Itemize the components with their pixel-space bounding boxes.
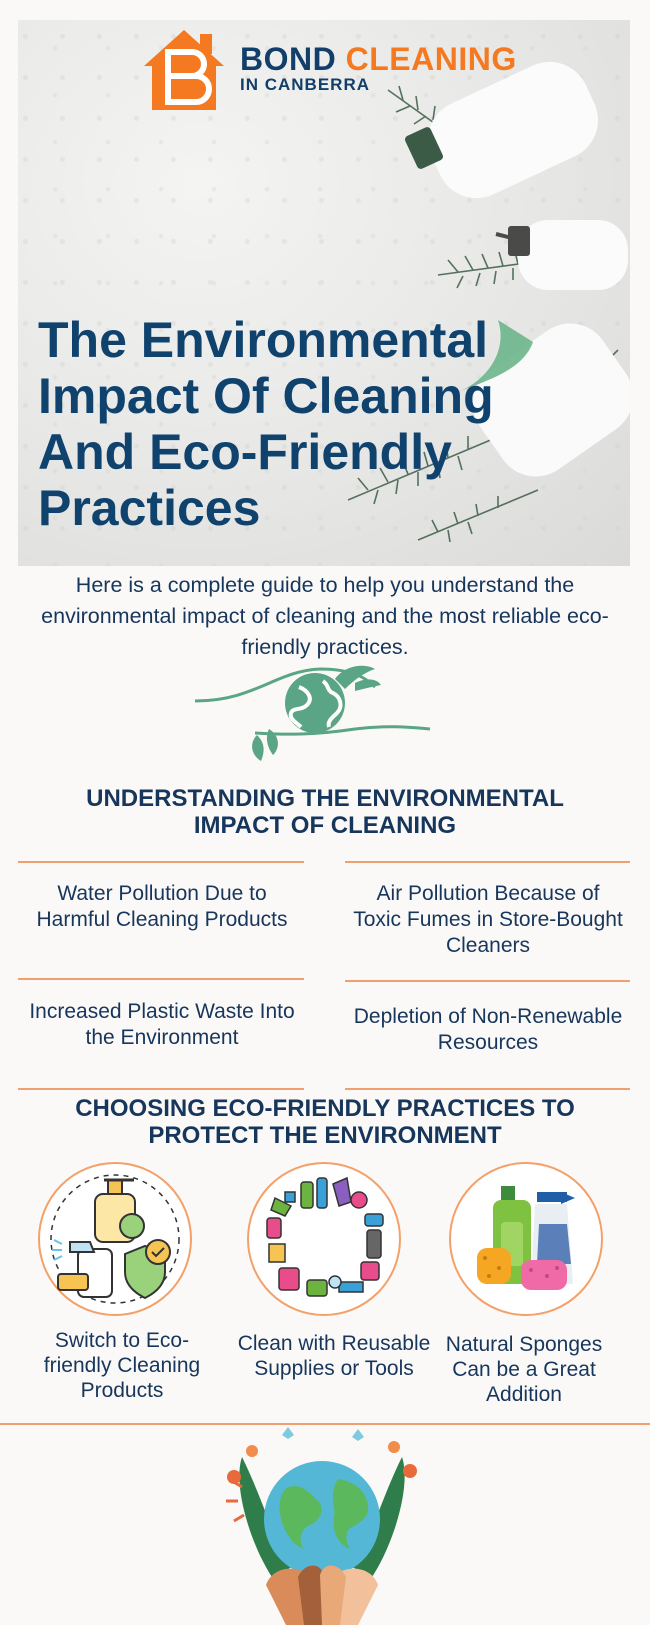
divider	[345, 980, 630, 982]
brand-logo[interactable]	[138, 26, 517, 112]
cleaning-supplies-icon	[247, 1162, 401, 1316]
section-heading-practices: CHOOSING ECO-FRIENDLY PRACTICES TO PROTECT THE ENVIRONMENT	[75, 1095, 575, 1149]
divider	[345, 861, 630, 863]
brand-subtitle: IN CANBERRA	[240, 75, 370, 94]
section-heading-impact: UNDERSTANDING THE ENVIRONMENTAL IMPACT OF CLEANING	[86, 785, 564, 839]
page-title: The Environmental Impact Of Cleaning And Eco-Friendly Practices	[38, 312, 494, 536]
impact-item-air-pollution: Air Pollution Because of Toxic Fumes in Store-Bought Cleaners	[353, 882, 623, 957]
eco-products-icon	[38, 1162, 192, 1316]
divider	[0, 1423, 650, 1425]
divider	[345, 1088, 630, 1090]
divider	[18, 978, 304, 980]
hero-banner	[18, 20, 630, 566]
impact-item-water-pollution: Water Pollution Due to Harmful Cleaning Products	[36, 882, 288, 931]
globe-divider-icon	[195, 663, 435, 763]
divider	[18, 861, 304, 863]
practice-caption: Clean with Reusable Supplies or Tools	[237, 1332, 431, 1380]
earth-in-hands-icon	[212, 1427, 432, 1625]
brand-name: BOND CLEANING	[240, 41, 517, 77]
divider	[18, 1088, 304, 1090]
practice-caption: Natural Sponges Can be a Great Addition	[445, 1333, 603, 1406]
practice-caption: Switch to Eco-friendly Cleaning Products	[43, 1329, 201, 1402]
impact-item-plastic-waste: Increased Plastic Waste Into the Environment	[29, 1000, 295, 1049]
house-logo-icon	[138, 26, 230, 112]
impact-item-resource-depletion: Depletion of Non-Renewable Resources	[353, 1005, 623, 1054]
sponges-bottles-icon	[449, 1162, 603, 1316]
intro-text: Here is a complete guide to help you understand the environmental impact of cleaning and the most reliable eco-friendly practices.	[41, 573, 609, 659]
